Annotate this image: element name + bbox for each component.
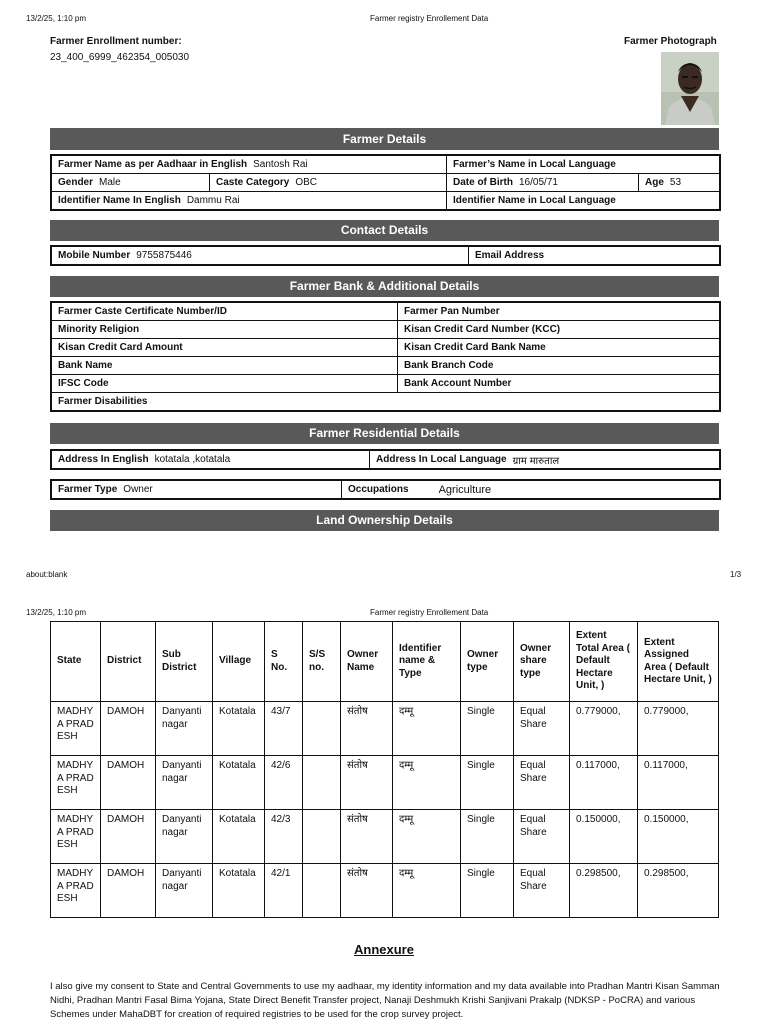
col-header: S No. xyxy=(265,622,303,702)
disabilities-cell xyxy=(52,393,719,410)
table-cell: 42/1 xyxy=(265,864,303,918)
account-label: Bank Account Number xyxy=(404,378,512,389)
table-cell: DAMOH xyxy=(101,810,156,864)
ifsc-cell xyxy=(52,375,398,392)
table-cell: DAMOH xyxy=(101,756,156,810)
print-datetime: 13/2/25, 1:10 pm xyxy=(26,14,87,23)
identifier-en-value: Dammu Rai xyxy=(186,195,240,206)
table-cell: Kotatala xyxy=(213,702,265,756)
gender-label: Gender xyxy=(58,177,94,188)
footer-page: 1/3 xyxy=(730,570,742,579)
table-row xyxy=(51,864,719,918)
photo-label: Farmer Photograph xyxy=(624,36,717,47)
table-cell: Kotatala xyxy=(213,810,265,864)
col-header: State xyxy=(51,622,101,702)
farmer-type-value: Owner xyxy=(123,484,153,495)
table-cell xyxy=(303,702,341,756)
pan-cell xyxy=(398,303,719,320)
email-cell xyxy=(469,247,719,264)
address-box xyxy=(50,449,721,470)
table-cell: Kotatala xyxy=(213,756,265,810)
mobile-value: 9755875446 xyxy=(136,250,192,261)
mobile-cell xyxy=(52,247,469,264)
table-cell: DAMOH xyxy=(101,864,156,918)
identifier-en-label: Identifier Name In English xyxy=(58,195,181,206)
name-en-label: Farmer Name as per Aadhaar in English xyxy=(58,159,248,170)
enrollment-number: 23_400_6999_462354_005030 xyxy=(50,52,190,63)
annexure-text: I also give my consent to State and Central Governments to use my aadhaar, my identity information and my data available into Pradhan Mantri Kisan Samman Nidhi, Pradhan Mantri Fasal Bima Yojana, State Direct Benefit Transfer project, Nanaji Deshmukh Krishi Sanjivani Prakalp (NDKSP - PoCRA) and various Schemes under MahaDBT for creation of required registries to be used for the crop survey project. xyxy=(50,981,720,1020)
contact-heading: Contact Details xyxy=(50,220,719,241)
age-value: 53 xyxy=(669,177,682,188)
bank-name-cell xyxy=(52,357,398,374)
address-local-cell xyxy=(370,451,719,468)
mobile-label: Mobile Number xyxy=(58,250,131,261)
col-header: Sub District xyxy=(156,622,213,702)
bank-name-label: Bank Name xyxy=(58,360,113,371)
kcc-amount-cell xyxy=(52,339,398,356)
table-cell: Single xyxy=(461,864,514,918)
kcc-bank-cell xyxy=(398,339,719,356)
address-local-value: ग्राम मारुताल xyxy=(512,455,560,467)
caste-label: Caste Category xyxy=(216,177,290,188)
col-header: Village xyxy=(213,622,265,702)
farmer-type-cell xyxy=(52,481,342,498)
name-local-cell xyxy=(447,156,719,173)
table-cell: MADHYA PRADESH xyxy=(51,810,101,864)
col-header: Owner type xyxy=(461,622,514,702)
col-header: Owner Name xyxy=(341,622,393,702)
age-cell xyxy=(639,174,719,191)
minority-label: Minority Religion xyxy=(58,324,140,335)
table-cell: दम्मू xyxy=(393,756,461,810)
enrollment-label: Farmer Enrollment number: xyxy=(50,36,182,47)
table-cell: Danyanti nagar xyxy=(156,702,213,756)
table-row xyxy=(51,810,719,864)
table-cell: 43/7 xyxy=(265,702,303,756)
table-cell: दम्मू xyxy=(393,810,461,864)
identifier-en-cell xyxy=(52,192,447,209)
type-box xyxy=(50,479,721,500)
table-cell xyxy=(303,756,341,810)
farmer-details-box xyxy=(50,154,721,211)
col-header: District xyxy=(101,622,156,702)
table-cell: Danyanti nagar xyxy=(156,810,213,864)
gender-cell xyxy=(52,174,210,191)
land-heading: Land Ownership Details xyxy=(50,510,719,531)
table-cell: MADHYA PRADESH xyxy=(51,756,101,810)
table-cell: दम्मू xyxy=(393,864,461,918)
disabilities-label: Farmer Disabilities xyxy=(58,396,148,407)
dob-value: 16/05/71 xyxy=(519,177,558,188)
print-title: Farmer registry Enrollement Data xyxy=(370,14,489,23)
table-cell: 0.298500, xyxy=(638,864,719,918)
table-cell: Danyanti nagar xyxy=(156,756,213,810)
footer-url: about:blank xyxy=(26,570,68,579)
col-header: Owner share type xyxy=(514,622,570,702)
account-cell xyxy=(398,375,719,392)
col-header: Extent Assigned Area ( Default Hectare Unit, ) xyxy=(638,622,719,702)
contact-box xyxy=(50,245,721,266)
table-row xyxy=(51,702,719,756)
table-cell: DAMOH xyxy=(101,702,156,756)
table-cell: संतोष xyxy=(341,864,393,918)
table-cell xyxy=(303,810,341,864)
land-table xyxy=(50,621,719,918)
dob-cell xyxy=(447,174,639,191)
table-cell: Single xyxy=(461,702,514,756)
col-header: Identifier name & Type xyxy=(393,622,461,702)
table-cell: दम्मू xyxy=(393,702,461,756)
caste-value: OBC xyxy=(295,177,318,188)
table-cell: Single xyxy=(461,756,514,810)
land-table-header xyxy=(51,622,719,702)
table-cell: Danyanti nagar xyxy=(156,864,213,918)
table-cell: 0.298500, xyxy=(570,864,638,918)
table-cell: Equal Share xyxy=(514,702,570,756)
address-en-label: Address In English xyxy=(58,454,149,465)
bank-heading: Farmer Bank & Additional Details xyxy=(50,276,719,297)
table-cell: 0.117000, xyxy=(638,756,719,810)
branch-code-cell xyxy=(398,357,719,374)
farmer-details-heading: Farmer Details xyxy=(50,128,719,150)
gender-value: Male xyxy=(99,177,121,188)
table-cell: Kotatala xyxy=(213,864,265,918)
print-datetime-2: 13/2/25, 1:10 pm xyxy=(26,608,87,617)
table-cell: 0.150000, xyxy=(638,810,719,864)
table-cell: MADHYA PRADESH xyxy=(51,702,101,756)
caste-cert-label: Farmer Caste Certificate Number/ID xyxy=(58,306,227,317)
residential-heading: Farmer Residential Details xyxy=(50,423,719,444)
annexure-title: Annexure xyxy=(354,942,414,957)
table-cell: Single xyxy=(461,810,514,864)
table-cell: 42/3 xyxy=(265,810,303,864)
address-en-value: kotatala ,kotatala xyxy=(154,454,231,465)
kcc-amount-label: Kisan Credit Card Amount xyxy=(58,342,183,353)
age-label: Age xyxy=(645,177,664,188)
print-title-2: Farmer registry Enrollement Data xyxy=(370,608,489,617)
table-cell: 0.150000, xyxy=(570,810,638,864)
kcc-number-cell xyxy=(398,321,719,338)
kcc-bank-label: Kisan Credit Card Bank Name xyxy=(404,342,546,353)
bank-box xyxy=(50,301,721,412)
dob-label: Date of Birth xyxy=(453,177,513,188)
pan-label: Farmer Pan Number xyxy=(404,306,500,317)
email-label: Email Address xyxy=(475,250,545,261)
address-local-label: Address In Local Language xyxy=(376,454,507,465)
occupation-cell xyxy=(342,481,719,498)
table-cell: Equal Share xyxy=(514,756,570,810)
kcc-number-label: Kisan Credit Card Number (KCC) xyxy=(404,324,561,335)
table-cell: Equal Share xyxy=(514,864,570,918)
col-header: S/S no. xyxy=(303,622,341,702)
table-cell: MADHYA PRADESH xyxy=(51,864,101,918)
table-row xyxy=(51,756,719,810)
minority-cell xyxy=(52,321,398,338)
table-cell: 42/6 xyxy=(265,756,303,810)
caste-cell xyxy=(210,174,447,191)
identifier-local-cell xyxy=(447,192,719,209)
name-en-value: Santosh Rai xyxy=(253,159,308,170)
occupation-value: Agriculture xyxy=(438,483,492,496)
table-cell: 0.779000, xyxy=(570,702,638,756)
table-cell xyxy=(303,864,341,918)
occupation-label: Occupations xyxy=(348,484,409,495)
branch-code-label: Bank Branch Code xyxy=(404,360,494,371)
name-en-cell xyxy=(52,156,447,173)
table-cell: संतोष xyxy=(341,810,393,864)
identifier-local-label: Identifier Name in Local Language xyxy=(453,195,616,206)
table-cell: 0.779000, xyxy=(638,702,719,756)
farmer-type-label: Farmer Type xyxy=(58,484,118,495)
caste-cert-cell xyxy=(52,303,398,320)
table-cell: Equal Share xyxy=(514,810,570,864)
ifsc-label: IFSC Code xyxy=(58,378,109,389)
col-header: Extent Total Area ( Default Hectare Unit, ) xyxy=(570,622,638,702)
table-cell: संतोष xyxy=(341,756,393,810)
name-local-label: Farmer’s Name in Local Language xyxy=(453,159,616,170)
table-cell: 0.117000, xyxy=(570,756,638,810)
farmer-photo xyxy=(661,52,719,125)
address-en-cell xyxy=(52,451,370,468)
table-cell: संतोष xyxy=(341,702,393,756)
